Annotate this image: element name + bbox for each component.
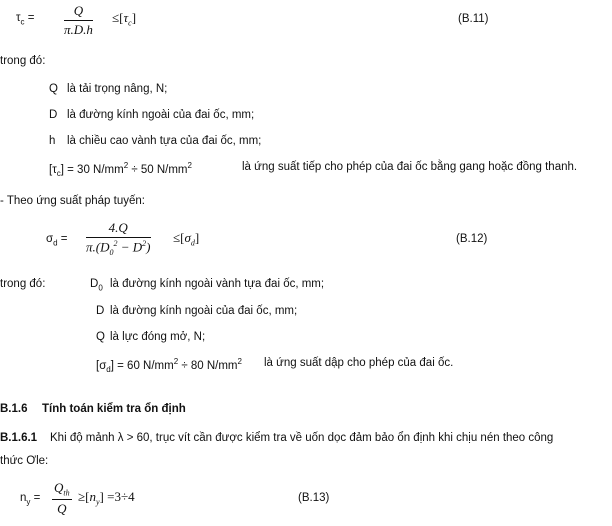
eq-b13-lhs: $n_y$ = [20,492,41,507]
def2-text-q: là lực đóng mở, N; [110,331,206,343]
def1-text-d: là đường kính ngoài của đai ốc, mm; [67,109,255,121]
def1-symbol-h: h [49,135,56,147]
eq-b13-denominator: Q [57,500,67,516]
eq-b12-numerator: 4.Q [86,220,151,238]
def1-text-h: là chiều cao vành tựa của đai ốc, mm; [67,135,262,147]
eq-b13-numerator: $Q_{th}$ [54,480,70,498]
paragraph-number: B.1.6.1 [0,432,38,444]
eq-b13-fraction [52,480,72,517]
eq-b12-fraction [86,220,151,257]
where-text-1: trong đó: [0,55,46,67]
def2-text-sigma-limit: là ứng suất dập cho phép của đai ốc. [264,357,454,369]
section-number: B.1.6 [0,403,28,415]
normal-stress-heading: - Theo ứng suất pháp tuyến: [0,195,145,207]
def1-text-tau-limit: là ứng suất tiếp cho phép của đai ốc bằng gang hoặc đồng thanh. [242,161,578,173]
eq-b12-rhs: $\le[\sigma_d]$ [173,230,200,248]
eq-b11-lhs: $\tau_c$ = [16,12,35,27]
def2-symbol-d0: $D_0$ [90,278,103,293]
where-text-2: trong đó: [0,278,46,290]
def1-text-q: là tải trọng nâng, N; [67,83,168,95]
eq-b11-label: (B.11) [458,13,489,25]
eq-b11-numerator: Q [64,3,93,21]
def2-symbol-d: D [96,305,105,317]
eq-b11-fraction [64,3,93,38]
def1-symbol-q: Q [49,83,58,95]
eq-b12-label: (B.12) [456,233,488,245]
eq-b12-denominator: $\pi.(D_0^2 - D^2)$ [86,239,151,257]
def2-symbol-q: Q [96,331,105,343]
section-title: Tính toán kiểm tra ổn định [42,403,186,415]
paragraph-line-1: Khi độ mảnh λ > 60, trục vít cần được kiểm tra về uốn dọc đảm bảo ổn định khi chịu nén theo công [50,432,554,444]
def2-symbol-sigma-limit: $[\sigma_d] = 60$ $N/mm^2 \div 80$ $N/mm^2$ [96,357,242,375]
def2-text-d: là đường kính ngoài của đai ốc, mm; [110,305,298,317]
eq-b12-lhs: $\sigma_d$ = [46,233,68,248]
eq-b11-denominator: π.D.h [64,22,93,37]
paragraph-line-2: thức Ơle: [0,455,49,467]
eq-b13-label: (B.13) [298,492,330,504]
def1-symbol-d: D [49,109,58,121]
eq-b11-rhs: $\le[\tau_c]$ [112,10,137,28]
def2-text-d0: là đường kính ngoài vành tựa đai ốc, mm; [110,278,325,290]
def1-symbol-tau-limit: $[\tau_c] = 30$ $N/mm^2 \div 50$ $N/mm^2$ [49,161,192,179]
eq-b13-rhs: $\ge[n_y] =3\div 4$ [78,489,135,507]
